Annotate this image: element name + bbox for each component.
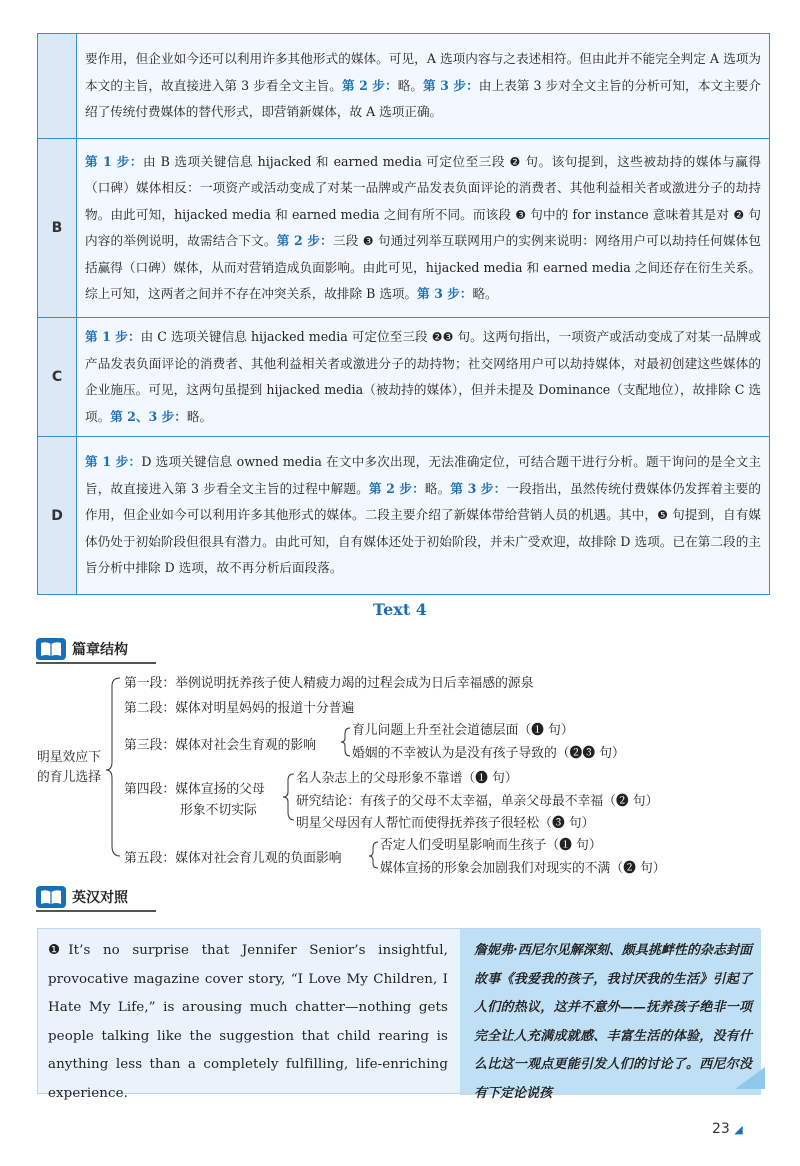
- option-letter: B: [38, 139, 77, 318]
- step-label: 第 1 步：: [85, 153, 143, 169]
- outline-root-line2: 的育儿选择: [37, 770, 101, 785]
- section-divider: [36, 910, 156, 912]
- sentence-marker: ❺: [657, 508, 668, 523]
- option-letter: C: [38, 318, 77, 437]
- book-icon: [36, 886, 66, 908]
- book-icon: [36, 638, 66, 660]
- option-analysis: [77, 34, 770, 139]
- bilingual-block: [37, 928, 760, 1101]
- analysis-text: 三段: [332, 233, 363, 248]
- step-label: 第 2 步：: [368, 480, 425, 496]
- outline-p4-item: 研究结论：有孩子的父母不太幸福，单亲父母最不幸福（❷ 句）: [296, 794, 659, 809]
- sentence-marker: ❷❸: [431, 330, 454, 344]
- analysis-text: 由 C 选项关键信息 hijacked media 可定位至三段: [140, 329, 432, 344]
- sentence-marker: ❷: [509, 154, 521, 169]
- outline-root-line1: 明星效应下: [37, 750, 101, 765]
- analysis-text: 句。这两句指出，一项资产或活动变成了对某一品牌或产品发表负面评论的消费者、其他利益相关者或激进分子的劫持物；社交网络用户可以劫持媒体，对最初创建这些媒体的企业施压。可见，这两句虽提到 hijacked media（被劫持的媒体），但并未提及 Dominance（支配地位），故排除 C 选项。: [85, 329, 761, 424]
- section-header-bilingual: [36, 885, 128, 909]
- analysis-text: 句中的 for instance 意味着其是对: [526, 206, 734, 222]
- analysis-text: D 选项关键信息 owned media 在文中多次出现，无法准确定位，可结合题干进行分析。题干询问的是全文主旨，故直接进入第 3 步看全文主旨的过程中解题。: [85, 454, 761, 496]
- outline-paragraph-4: 第四段：媒体宣扬的父母: [124, 782, 265, 797]
- step-label: 第 2 步：: [341, 77, 398, 93]
- outline-paragraph-4-cont: 形象不切实际: [180, 803, 257, 818]
- section-label: 篇章结构: [72, 642, 128, 658]
- analysis-text: 略。: [424, 480, 451, 496]
- option-analysis: [77, 437, 770, 595]
- outline-paragraph-1: 第一段：举例说明抚养孩子使人精疲力竭的过程会成为日后幸福感的源泉: [124, 676, 534, 691]
- analysis-text: 一段指出，虽然传统付费媒体仍发挥着主要的作用，但企业如今可以利用许多其他形式的媒体。二段主要介绍了新媒体带给营销人员的机遇。其中，: [85, 480, 762, 523]
- option-letter: D: [38, 437, 77, 595]
- analysis-text: 由上表第 3 步对全文主旨的分析可知，本文主要介绍了传统付费媒体的替代形式，即营销新媒体，故 A 选项正确。: [85, 77, 761, 120]
- sentence-marker: ❸: [515, 207, 527, 222]
- section-divider: [36, 662, 156, 664]
- book-icon: ◢: [734, 1123, 743, 1136]
- option-analysis: [77, 318, 770, 437]
- option-analysis: [77, 139, 770, 318]
- outline-paragraph-2: 第二段：媒体对明星妈妈的报道十分普遍: [124, 701, 355, 716]
- outline-p4-item: 名人杂志上的父母形象不靠谱（❶ 句）: [296, 771, 518, 786]
- options-analysis-table: [37, 33, 770, 595]
- analysis-text: 略。: [397, 77, 424, 93]
- option-letter: [38, 34, 77, 139]
- analysis-text: 句内容的举例说明，故需结合下文。: [85, 206, 761, 248]
- sentence-marker: ❸: [362, 234, 374, 248]
- step-label: 第 3 步：: [450, 480, 507, 496]
- step-label: 第 1 步：: [85, 454, 142, 470]
- option-row: [38, 34, 770, 139]
- page-curl-decoration: [735, 1067, 765, 1089]
- outline-paragraph-3: 第三段：媒体对社会生育观的影响: [124, 738, 316, 753]
- chinese-translation-box: [460, 929, 761, 1101]
- analysis-text: 由 B 选项关键信息 hijacked 和 earned media 可定位至三段: [142, 153, 510, 169]
- outline-p3-item: 育儿问题上升至社会道德层面（❶ 句）: [352, 723, 574, 738]
- option-row: [38, 318, 770, 437]
- analysis-text: 略。: [472, 286, 498, 301]
- page-number: [712, 1121, 743, 1137]
- step-label: 第 3 步：: [417, 286, 473, 301]
- section-label: 英汉对照: [72, 890, 128, 906]
- english-paragraph: ❶It’s no surprise that Jennifer Senior’s insightful, provocative magazine cover story, “I Love My Children, I Hate My Life,” is arousing much chatter—nothing gets people talking like the suggestion that child rearing is anything less than a completely fulfilling, life-enriching experience.: [48, 943, 448, 1101]
- section-header-structure: [36, 637, 128, 661]
- outline-p5-item: 媒体宣扬的形象会加剧我们对现实的不满（❷ 句）: [380, 861, 666, 876]
- outline-p4-item: 明星父母因有人帮忙而使得抚养孩子很轻松（❸ 句）: [296, 816, 595, 831]
- chinese-paragraph: 詹妮弗·西尼尔见解深刻、颇具挑衅性的杂志封面故事《我爱我的孩子，我讨厌我的生活》引起了人们的热议，这并不意外——抚养孩子绝非一项完全让人充满成就感、丰富生活的体验，没有什么比这一观点更能引发人们的讨论了。西尼尔没有下定论说孩: [474, 943, 752, 1101]
- step-label: 第 2、3 步：: [110, 408, 187, 424]
- text4-title: Text 4: [373, 600, 427, 619]
- outline-p5-item: 否定人们受明星影响而生孩子（❶ 句）: [380, 838, 602, 853]
- step-label: 第 1 步：: [85, 329, 141, 344]
- page-number-text: 23: [712, 1121, 730, 1137]
- step-label: 第 3 步：: [423, 77, 479, 93]
- analysis-text: 略。: [186, 408, 213, 424]
- analysis-text: 要作用，但企业如今还可以利用许多其他形式的媒体。可见，A 选项内容与之表述相符。但由此并不能完全判定 A 选项为本文的主旨，故直接进入第 3 步看全文主旨。: [85, 51, 761, 93]
- analysis-text: 句提到，自有媒体仍处于初始阶段但很具有潜力。由此可知，自有媒体还处于初始阶段，并未广受欢迎，故排除 D 选项。已在第二段的主旨分析中排除 D 选项，故不再分析后面段落。: [85, 507, 761, 576]
- option-row: [38, 437, 770, 595]
- option-row: [38, 139, 770, 318]
- outline-paragraph-5: 第五段：媒体对社会育儿观的负面影响: [124, 851, 342, 866]
- step-label: 第 2 步：: [276, 233, 333, 248]
- sentence-marker: ❷: [733, 207, 745, 222]
- outline-p3-item: 婚姻的不幸被认为是没有孩子导致的（❷❸ 句）: [352, 746, 625, 761]
- analysis-text: 句通过列举互联网用户的实例来说明：网络用户可以劫持任何媒体包括赢得（口碑）媒体，从而对营销造成负面影响。由此可见，hijacked media 和 earned media 之间还存在衍生关系。综上可知，这两者之间并不存在冲突关系，故排除 B 选项。: [85, 233, 761, 301]
- analysis-text: 句。该句提到，这些被劫持的媒体与赢得（口碑）媒体相反：一项资产或活动变成了对某一品牌或产品发表负面评论的消费者、其他利益相关者或激进分子的劫持物。由此可知，hijacked media 和 earned media 之间有所不同。而该段: [85, 153, 761, 222]
